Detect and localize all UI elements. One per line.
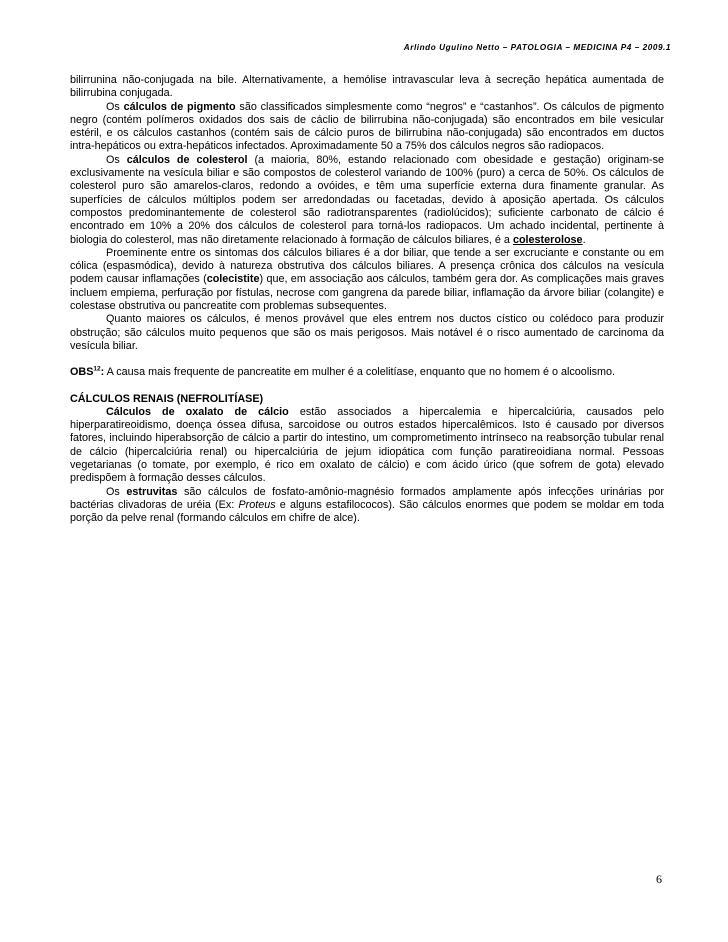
page-number: 6 [656, 872, 662, 886]
document-body [70, 74, 664, 526]
paragraph-stone-size: Quanto maiores os cálculos, é menos provável que eles entrem nos ductos cístico ou colédoco para produzir obstrução; são cálculos muito pequenos que são os mais perigosos. Mais notável é o risco aumentado de carcinoma da vesícula biliar. [70, 313, 664, 352]
term-cholesterol-stones: cálculos de colesterol [126, 153, 248, 166]
running-header: Arlindo Ugulino Netto – PATOLOGIA – MEDICINA P4 – 2009.1 [403, 43, 671, 52]
paragraph-bilirubin: bilirrunina não-conjugada na bile. Alternativamente, a hemólise intravascular leva à secreção hepática aumentada de bilirrubina conjugada. [70, 74, 664, 100]
term-cholecystitis: colecistite [206, 273, 260, 286]
paragraph-struvite: Os estruvitas são cálculos de fosfato-amônio-magnésio formados amplamente após infecções urinárias por bactérias clivadoras de uréia (Ex: Proteus e alguns estafilococos). São cálculos enormes que podem se moldar em toda porção da pelve renal (formando cálculos em chifre de alce). [70, 485, 664, 525]
section-heading: CÁLCULOS RENAIS (NEFROLITÍASE) [70, 392, 264, 405]
term-pigment-stones: cálculos de pigmento [123, 100, 236, 113]
term-calcium-oxalate: Cálculos de oxalato de cálcio [106, 405, 289, 418]
paragraph-cholesterol-stones: Os cálculos de colesterol (a maioria, 80%, estando relacionado com obesidade e gestação) originam-se exclusivamente na vesícula biliar e são compostos de colesterol variando de 100% (puro) a cerca de 50%. Os cálculos de colesterol puro são amarelos-claros, redondo a ovóides, e têm uma superfície externa dura finamente granular. As superfícies de cálculos múltiplos podem ser arredondadas ou facetadas, devido à aposição apertada. Os cálculos compostos predominantemente de colesterol são radiotransparentes (radiolúcidos); suficiente carbonato de cálcio é encontrado em 10% a 20% dos cálculos de colesterol para torná-los radiopacos. Um achado incidental, pertinente à biologia do colesterol, mas não diretamente relacionado à formação de cálculos biliares, é a colesterolose. [70, 153, 664, 246]
observation-note: OBS$^{12}$: A causa mais frequente de pancreatite em mulher é a colelitíase, enquanto que no homem é o alcoolismo. [70, 365, 616, 379]
paragraph-pigment-stones: Os cálculos de pigmento são classificados simplesmente como “negros” e “castanhos”. Os cálculos de pigmento negro (contém polímeros oxidados dos sais de cáclio de bilirrubina não-conjugada) são encontrados em bile vesicular estéril, e os cálculos castanhos (contém sais de cálcio puros de bilirrubina não-conjugada) são encontrados em ductos intra-hepáticos ou extra-hepáticos infectados. Aproximadamente 50 a 75% dos cálculos negros são radiopacos. [70, 100, 665, 153]
term-struvite: estruvitas [126, 485, 178, 498]
paragraph-calcium-oxalate: Cálculos de oxalato de cálcio estão associados a hipercalemia e hipercalciúria, causados pelo hiperparatireoidismo, doença óssea difusa, sarcoidose ou outros estados hipercalêmicos. Isto é causado por diversos fatores, incluindo hiperabsorção de cálcio a partir do intestino, um comprometimento intrínseco na reabsorção tubular renal de cálcio (hipercalciúria renal) ou hipercalciúria de jejum idiopática com função paratireoidiana normal. Pessoas vegetarianas (o tomate, por exemplo, é rico em oxalato de cálcio) e com ácido úrico (que sofrem de gota) elevado predispõem à formação desses cálculos. [70, 405, 665, 485]
obs-label: OBS$^{12}$: [70, 365, 105, 379]
paragraph-symptoms: Proeminente entre os sintomas dos cálculos biliares é a dor biliar, que tende a ser excruciante e constante ou em cólica (espasmódica), devido à natureza obstrutiva dos cálculos biliares. A presença crônica dos cálculos na vesícula podem causar inflamações (colecistite) que, em associação aos cálculos, também gera dor. As complicações mais graves incluem empiema, perfuração por fístulas, necrose com gangrena da parede biliar, inflamação da árvore biliar (colangite) e colestase obstrutiva ou pancreatite com problemas subsequentes. [70, 246, 664, 313]
term-cholesterolosis: colesterolose [512, 233, 583, 246]
term-proteus: Proteus [238, 498, 276, 511]
